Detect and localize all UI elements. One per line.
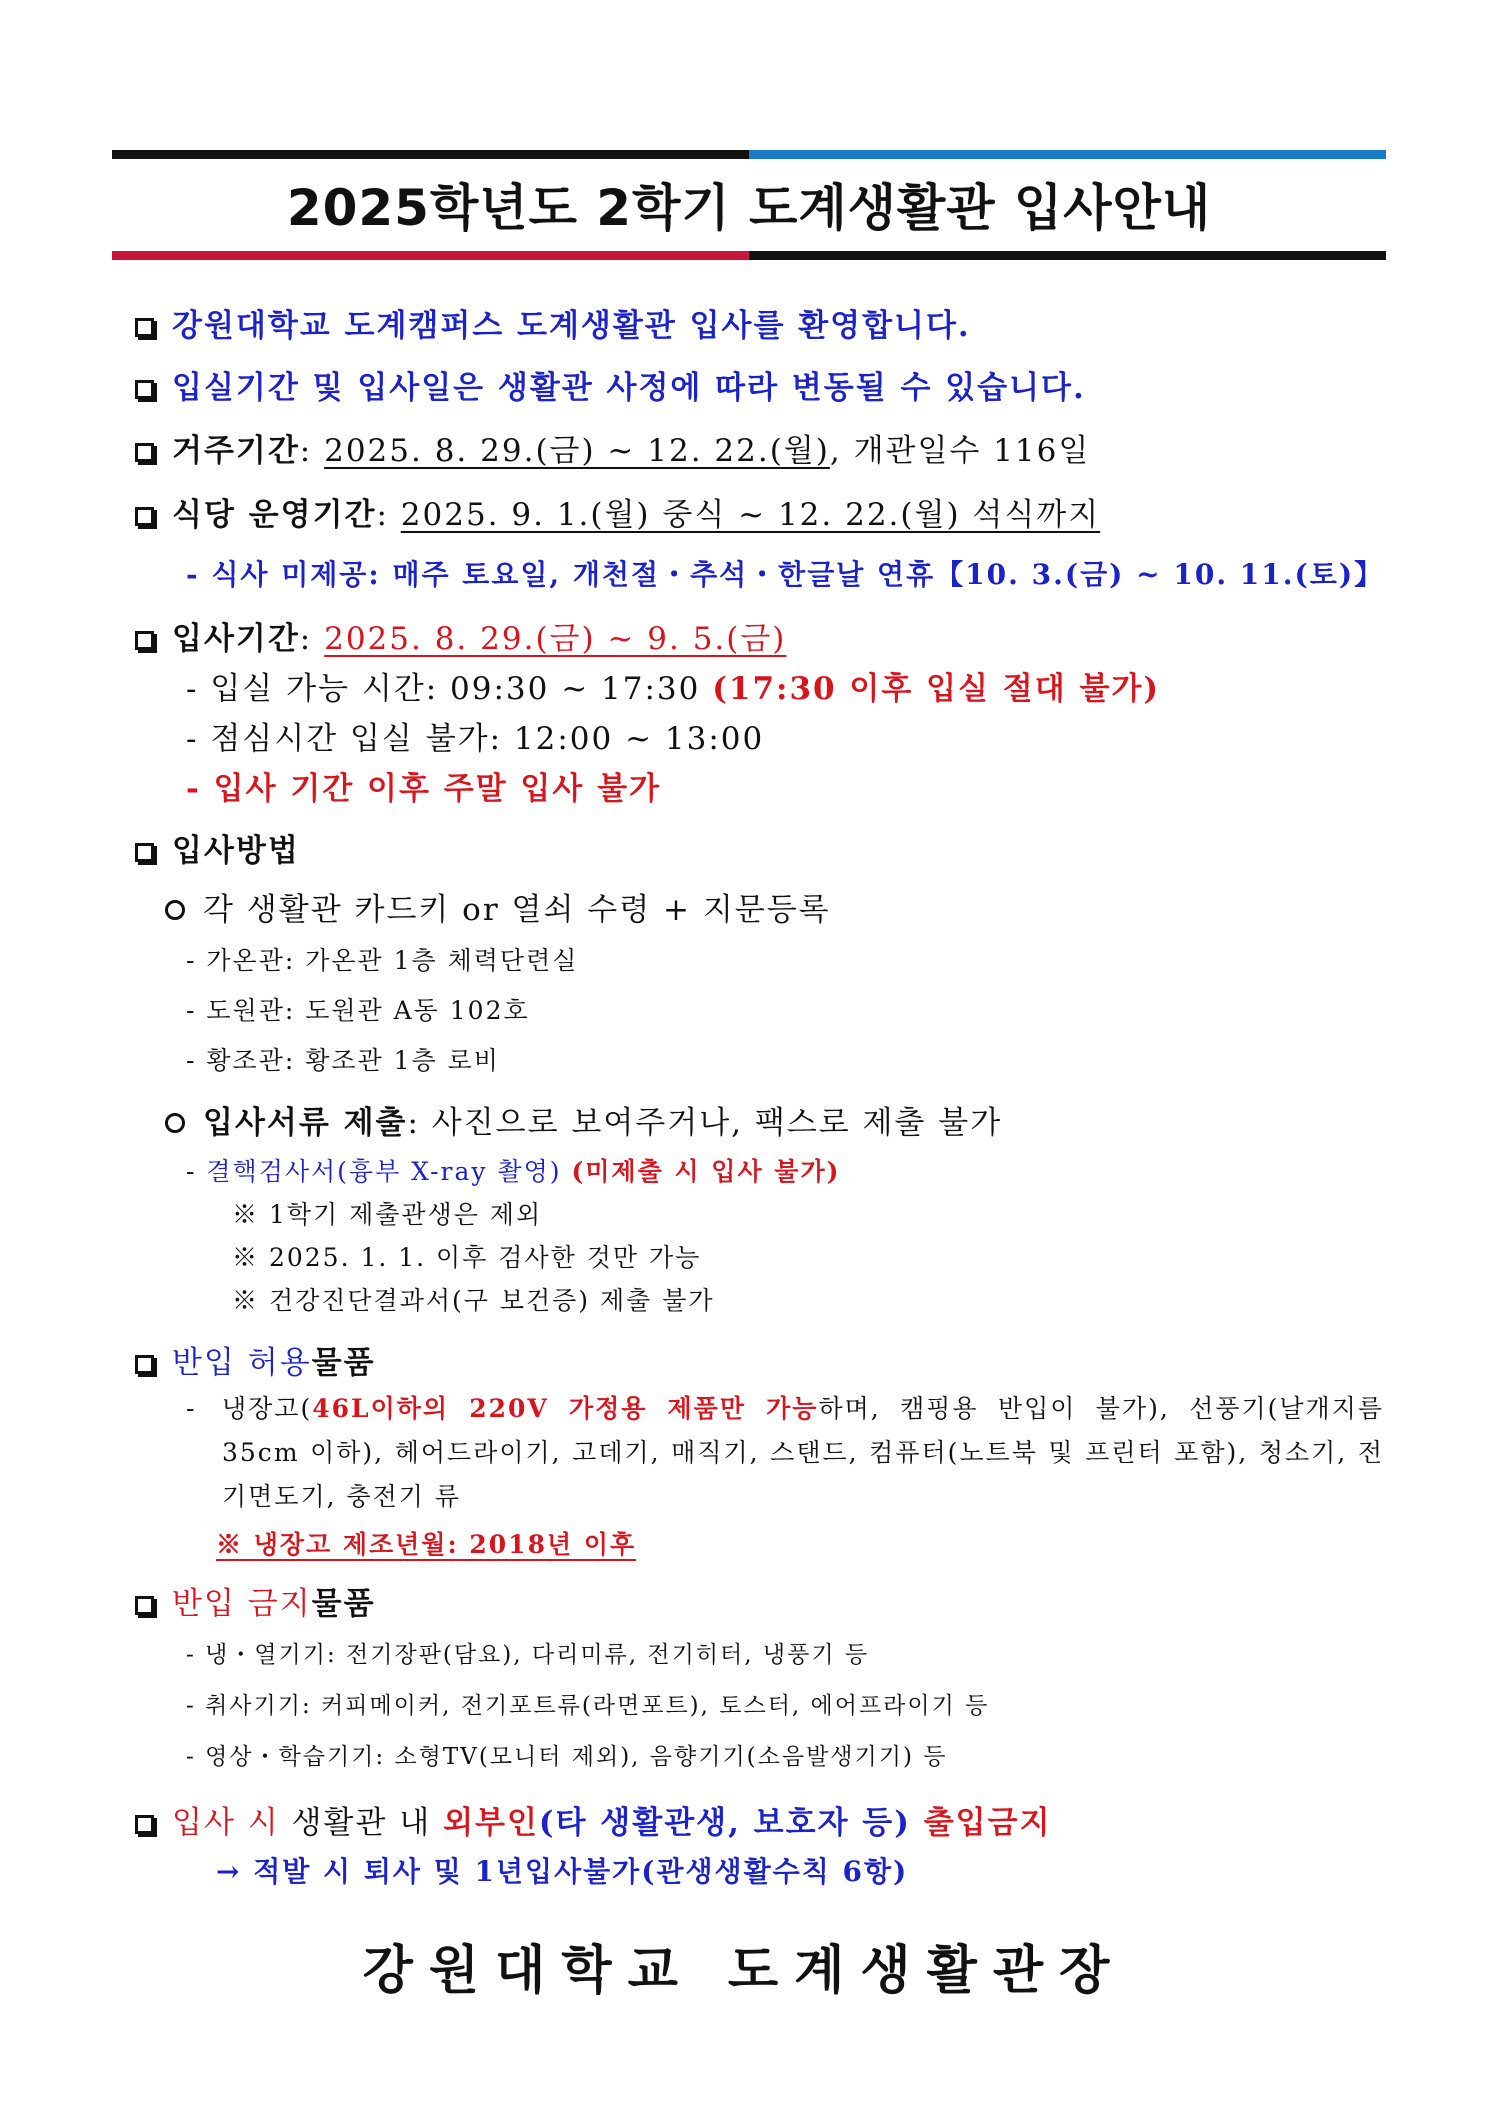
prohibited-label-rest: 물품 — [311, 1586, 376, 1622]
checkbox-square-icon — [135, 380, 154, 399]
checkin-period: 2025. 8. 29.(금) ~ 9. 5.(금) — [324, 621, 787, 657]
checkbox-square-icon — [135, 1815, 154, 1834]
header-bar-black — [112, 150, 749, 159]
method-line — [135, 825, 300, 870]
method-docs-line — [165, 1097, 1002, 1142]
residence-period: 2025. 8. 29.(금) ~ 12. 22.(월) — [324, 433, 830, 469]
checkin-time-line — [186, 663, 1160, 708]
footer-signature: 강원대학교 도계생활관장 — [362, 1941, 1126, 2001]
notice-line — [135, 362, 1086, 407]
checkbox-square-icon — [135, 443, 154, 462]
hall-item: - 도원관: 도원관 A동 102호 — [186, 996, 530, 1025]
prohibited-item: - 냉・열기기: 전기장판(담요), 다리미류, 전기히터, 냉풍기 등 — [186, 1642, 870, 1668]
outsider-penalty: → 적발 시 퇴사 및 1년입사불가(관생생활수칙 6항) — [216, 1855, 909, 1888]
header-bar-red — [112, 251, 749, 260]
allowed-items — [222, 1387, 1384, 1519]
circle-bullet-icon — [165, 1113, 185, 1133]
method-label: 입사방법 — [172, 833, 300, 869]
docs-item-rest: (흉부 X-ray 촬영) — [337, 1157, 572, 1186]
checkin-time: - 입실 가능 시간: 09:30 ~ 17:30 — [186, 671, 713, 707]
outsider-line — [135, 1797, 1052, 1842]
prohibited-item: - 취사기기: 커피메이커, 전기포트류(라면포트), 토스터, 에어프라이기 등 — [186, 1693, 990, 1719]
residence-days: , 개관일수 116일 — [829, 433, 1091, 469]
prohibited-item: - 영상・학습기기: 소형TV(모니터 제외), 음향기기(소음발생기기) 등 — [186, 1744, 948, 1770]
residence-label: 거주기간 — [172, 433, 300, 469]
allowed-line — [135, 1337, 376, 1382]
cafeteria-period: 2025. 9. 1.(월) 중식 ~ 12. 22.(월) 석식까지 — [400, 497, 1101, 533]
method-key-line — [165, 884, 831, 929]
docs-item — [186, 1152, 840, 1188]
docs-item-blue: 결핵검사서 — [206, 1157, 338, 1186]
outsider-p4: (타 생활관생, 보호자 등) — [538, 1805, 911, 1841]
outsider-p2: 생활관 내 — [279, 1805, 444, 1841]
page-title: 2025학년도 2학기 도계생활관 입사안내 — [286, 179, 1212, 237]
circle-bullet-icon — [165, 900, 185, 920]
allowed-label-colored: 반입 허용 — [172, 1345, 312, 1381]
outsider-p5: 출입금지 — [910, 1805, 1052, 1841]
docs-item-prefix: - — [186, 1157, 207, 1186]
header-bar-blue — [749, 150, 1386, 159]
checkin-line: 입사기간: 2025. 8. 29.(금) ~ 9. 5.(금) — [135, 613, 786, 658]
welcome-text: 강원대학교 도계캠퍼스 도계생활관 입사를 환영합니다. — [172, 308, 971, 344]
hall-item: - 황조관: 황조관 1층 로비 — [186, 1046, 500, 1075]
checkbox-square-icon — [135, 507, 154, 526]
checkin-lunch: - 점심시간 입실 불가: 12:00 ~ 13:00 — [186, 721, 765, 757]
prohibited-line — [135, 1578, 376, 1623]
allowed-pre: 냉장고( — [222, 1394, 313, 1423]
checkbox-square-icon — [135, 631, 154, 650]
docs-note: ※ 1학기 제출관생은 제외 — [232, 1200, 543, 1229]
checkbox-square-icon — [135, 843, 154, 862]
header-bar-black-bottom — [749, 251, 1386, 260]
outsider-p3: 외부인 — [443, 1805, 539, 1841]
cafeteria-line: 식당 운영기간: 2025. 9. 1.(월) 중식 ~ 12. 22.(월) 석식까지 — [135, 489, 1100, 534]
docs-title-bold: 입사서류 제출 — [203, 1105, 408, 1141]
cafeteria-no-meal: - 식사 미제공: 매주 토요일, 개천절・추석・한글날 연휴【10. 3.(금) ~ 10. 11.(토)】 — [186, 558, 1385, 591]
docs-title-rest: : 사진으로 보여주거나, 팩스로 제출 불가 — [407, 1105, 1003, 1141]
residence-line: 거주기간: 2025. 8. 29.(금) ~ 12. 22.(월), 개관일수 116일 — [135, 425, 1090, 470]
docs-item-red: (미제출 시 입사 불가) — [571, 1157, 841, 1186]
outsider-p1: 입사 시 — [172, 1805, 280, 1841]
checkbox-square-icon — [135, 318, 154, 337]
hall-item: - 가온관: 가온관 1층 체력단련실 — [186, 946, 579, 975]
checkin-time-note: (17:30 이후 입실 절대 불가) — [712, 671, 1161, 707]
allowed-fridge-red: 46L이하의 220V 가정용 제품만 가능 — [312, 1394, 819, 1423]
prohibited-label-colored: 반입 금지 — [172, 1586, 312, 1622]
checkin-label: 입사기간 — [172, 621, 300, 657]
docs-note: ※ 2025. 1. 1. 이후 검사한 것만 가능 — [232, 1243, 702, 1272]
allowed-post: 하며, 캠핑용 반입이 불가), 선풍기(날개지름 35cm 이하), 헤어드라이기, 고데기, 매직기, 스탠드, 컴퓨터(노트북 및 프린터 포함), 청소기, 전기면도기, 충전기 류 — [222, 1394, 1384, 1511]
allowed-label-rest: 물품 — [311, 1345, 376, 1381]
allowed-fridge-note: ※ 냉장고 제조년월: 2018년 이후 — [216, 1530, 637, 1559]
welcome-line — [135, 300, 971, 345]
method-key-title: 각 생활관 카드키 or 열쇠 수령 + 지문등록 — [203, 892, 831, 928]
checkbox-square-icon — [135, 1596, 154, 1615]
cafeteria-label: 식당 운영기간 — [172, 497, 377, 533]
notice-text: 입실기간 및 입사일은 생활관 사정에 따라 변동될 수 있습니다. — [172, 370, 1086, 406]
checkin-weekend: - 입사 기간 이후 주말 입사 불가 — [186, 771, 661, 807]
checkbox-square-icon — [135, 1355, 154, 1374]
allowed-dash: - — [186, 1394, 197, 1423]
docs-note: ※ 건강진단결과서(구 보건증) 제출 불가 — [232, 1286, 715, 1315]
